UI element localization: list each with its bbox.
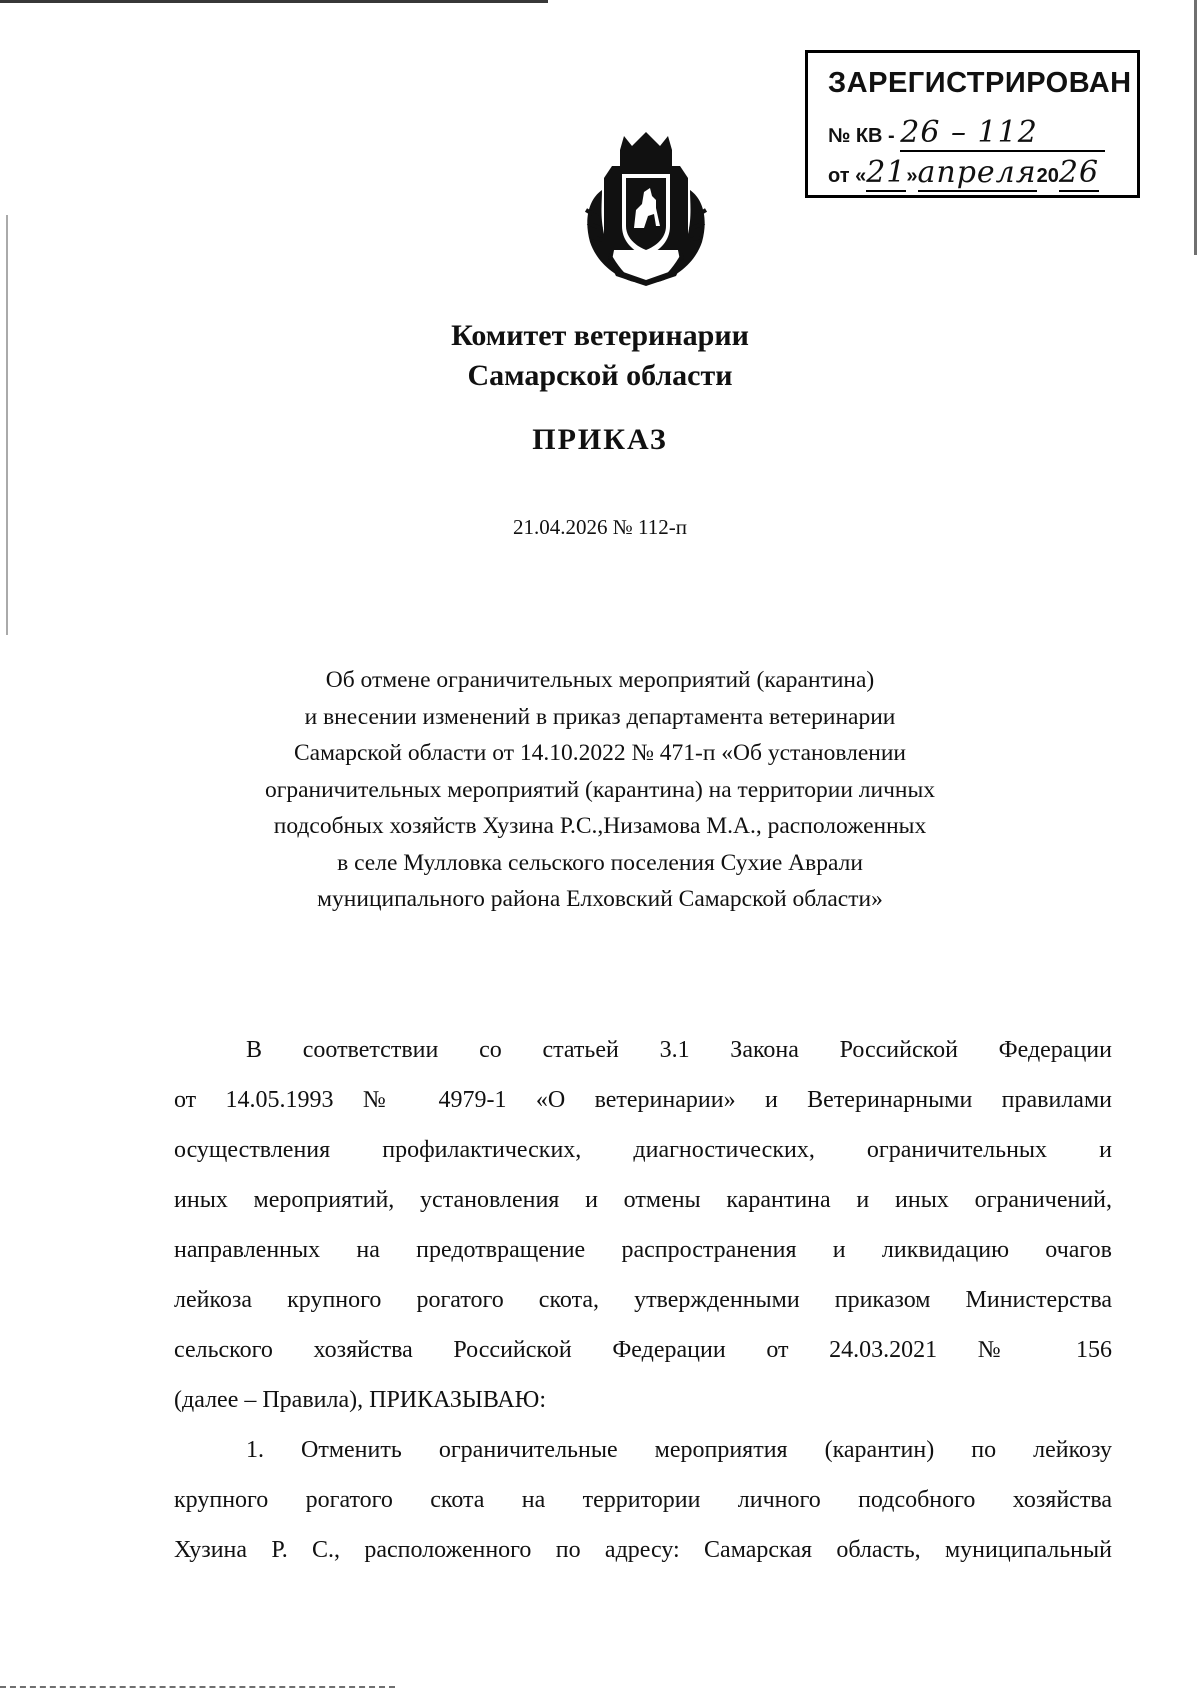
organization-name-line1: Комитет ветеринарии [451,319,749,352]
document-subject [0,662,1200,918]
body-line: крупного рогатого скота на территории личного подсобного хозяйства [174,1487,1112,1513]
body-line: Хузина Р. С., расположенного по адресу: Самарская область, муниципальный [174,1537,1112,1563]
stamp-date-day-field [866,155,906,192]
stamp-date-year-field [1059,155,1099,192]
document-body [174,1025,1112,1575]
registration-stamp [805,50,1140,198]
stamp-date-month-field [918,155,1037,192]
document-date-number: 21.04.2026 № 112-п [513,515,687,539]
stamp-number-field [900,115,1105,152]
document-type: ПРИКАЗ [532,423,668,456]
stamp-date-line [828,155,1099,191]
body-line: сельского хозяйства Российской Федерации от 24.03.2021 № 156 [174,1337,1112,1363]
organization-name-line2: Самарской области [467,359,733,392]
body-line: (далее – Правила), ПРИКАЗЫВАЮ: [174,1387,546,1413]
body-line: В соответствии со статьей 3.1 Закона Российской Федерации [246,1037,1112,1063]
stamp-date-prefix: от « [828,165,867,187]
scan-edge-right [1194,0,1197,255]
body-line: 1. Отменить ограничительные мероприятия (карантин) по лейкозу [246,1437,1112,1463]
body-line: от 14.05.1993 № 4979-1 «О ветеринарии» и Ветеринарными правилами [174,1087,1112,1113]
subject-line: Самарской области от 14.10.2022 № 471-п «Об установлении [293,740,907,766]
subject-line: в селе Мулловка сельского поселения Сухие Аврали [337,849,863,876]
stamp-number-value: 26 – 112 [900,115,1038,150]
stamp-date-month: апреля [917,155,1037,190]
organization-name [0,316,1200,396]
order-item-1 [174,1425,1112,1575]
coat-of-arms-icon [572,130,720,288]
scan-edge-bottom [0,1686,395,1688]
body-line: иных мероприятий, установления и отмены карантина и иных ограничений, [174,1187,1112,1213]
stamp-date-year-suffix: 26 [1058,155,1100,190]
stamp-title: ЗАРЕГИСТРИРОВАН [828,67,1132,99]
stamp-number-prefix: № КВ - [828,125,895,147]
subject-line: Об отмене ограничительных мероприятий (карантина) [325,667,875,693]
body-line: лейкоза крупного рогатого скота, утвержденными приказом Министерства [174,1287,1112,1313]
stamp-date-year-prefix: 20 [1036,165,1059,187]
body-line: осуществления профилактических, диагностических, ограничительных и [174,1137,1112,1163]
subject-line: ограничительных мероприятий (карантина) на территории личных [264,776,936,803]
subject-line: муниципального района Елховский Самарской области» [317,886,883,912]
subject-line: подсобных хозяйств Хузина Р.С.,Низамова М.А., расположенных [273,813,927,839]
stamp-date-day: 21 [866,155,907,190]
subject-line: и внесении изменений в приказ департамента ветеринарии [304,703,896,730]
scan-edge-top [0,0,548,3]
stamp-date-mid: » [906,165,918,187]
stamp-number-line [828,115,1105,151]
preamble-paragraph [174,1025,1112,1425]
body-line: направленных на предотвращение распространения и ликвидацию очагов [174,1237,1112,1263]
